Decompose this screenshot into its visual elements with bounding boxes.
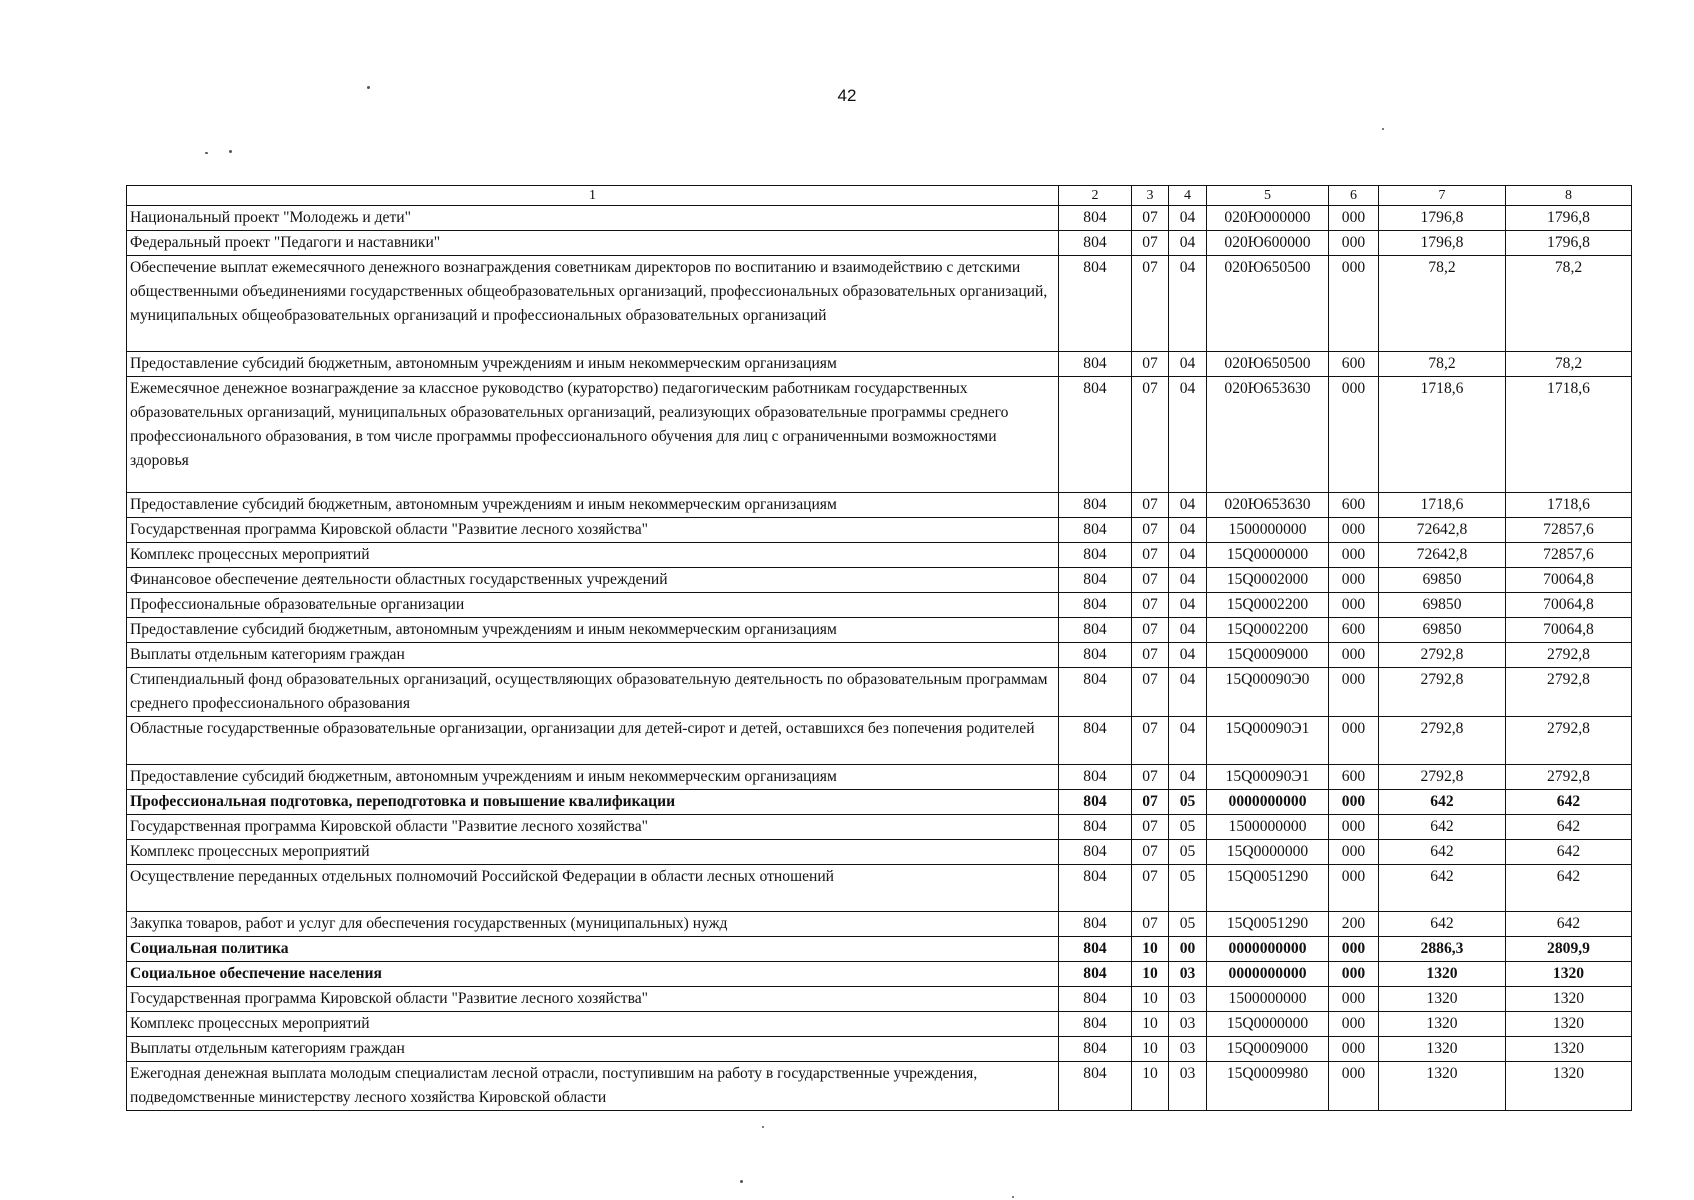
row-subsection: 04 (1169, 765, 1207, 790)
row-amount-col7: 78,2 (1379, 352, 1506, 377)
row-name: Социальная политика (127, 937, 1059, 962)
row-expense-type: 000 (1329, 790, 1379, 815)
table-row (127, 643, 1632, 668)
row-section: 07 (1132, 790, 1169, 815)
row-amount-col7: 69850 (1379, 593, 1506, 618)
table-row (127, 543, 1632, 568)
table-row (127, 568, 1632, 593)
row-subsection: 04 (1169, 593, 1207, 618)
row-amount-col8: 1320 (1506, 1037, 1632, 1062)
row-amount-col8: 2792,8 (1506, 765, 1632, 790)
row-amount-col8: 2792,8 (1506, 643, 1632, 668)
row-amount-col8: 642 (1506, 815, 1632, 840)
row-amount-col7: 1718,6 (1379, 493, 1506, 518)
row-ministry-code: 804 (1059, 765, 1132, 790)
row-amount-col7: 642 (1379, 865, 1506, 912)
row-amount-col7: 1718,6 (1379, 377, 1506, 493)
row-subsection: 05 (1169, 815, 1207, 840)
row-subsection: 05 (1169, 840, 1207, 865)
row-section: 07 (1132, 231, 1169, 256)
row-expense-type: 000 (1329, 865, 1379, 912)
table-row (127, 618, 1632, 643)
row-amount-col7: 78,2 (1379, 256, 1506, 352)
row-subsection: 04 (1169, 618, 1207, 643)
row-expense-type: 600 (1329, 493, 1379, 518)
table-row (127, 668, 1632, 717)
row-section: 07 (1132, 668, 1169, 717)
row-expense-type: 000 (1329, 593, 1379, 618)
row-expense-type: 000 (1329, 668, 1379, 717)
row-name: Профессиональная подготовка, переподготовка и повышение квалификации (127, 790, 1059, 815)
row-expense-type: 000 (1329, 1062, 1379, 1111)
row-name: Предоставление субсидий бюджетным, автономным учреждениям и иным некоммерческим организациям (127, 765, 1059, 790)
row-section: 07 (1132, 206, 1169, 231)
row-section: 07 (1132, 352, 1169, 377)
row-section: 07 (1132, 518, 1169, 543)
row-amount-col7: 642 (1379, 912, 1506, 937)
row-amount-col7: 2792,8 (1379, 765, 1506, 790)
column-header: 8 (1506, 186, 1632, 206)
row-amount-col7: 2792,8 (1379, 717, 1506, 765)
row-ministry-code: 804 (1059, 865, 1132, 912)
row-subsection: 05 (1169, 865, 1207, 912)
row-ministry-code: 804 (1059, 256, 1132, 352)
row-target-article: 020Ю653630 (1207, 493, 1329, 518)
table-row (127, 377, 1632, 493)
row-expense-type: 000 (1329, 840, 1379, 865)
row-amount-col8: 1320 (1506, 962, 1632, 987)
row-ministry-code: 804 (1059, 518, 1132, 543)
row-subsection: 04 (1169, 643, 1207, 668)
table-row (127, 593, 1632, 618)
row-amount-col7: 1320 (1379, 987, 1506, 1012)
row-subsection: 04 (1169, 518, 1207, 543)
row-amount-col8: 642 (1506, 840, 1632, 865)
column-header: 5 (1207, 186, 1329, 206)
row-subsection: 03 (1169, 1037, 1207, 1062)
row-expense-type: 000 (1329, 1012, 1379, 1037)
row-name: Ежегодная денежная выплата молодым специалистам лесной отрасли, поступившим на работу в государственные учреждения, подведомственные министерству лесного хозяйства Кировской области (127, 1062, 1059, 1111)
row-amount-col8: 642 (1506, 790, 1632, 815)
table-row (127, 962, 1632, 987)
row-section: 07 (1132, 493, 1169, 518)
row-amount-col8: 72857,6 (1506, 543, 1632, 568)
table-row (127, 1037, 1632, 1062)
row-amount-col7: 642 (1379, 790, 1506, 815)
row-target-article: 15Q0002000 (1207, 568, 1329, 593)
row-expense-type: 000 (1329, 1037, 1379, 1062)
row-name: Осуществление переданных отдельных полномочий Российской Федерации в области лесных отношений (127, 865, 1059, 912)
budget-table (126, 185, 1632, 1111)
row-subsection: 03 (1169, 1062, 1207, 1111)
table-row (127, 840, 1632, 865)
row-ministry-code: 804 (1059, 643, 1132, 668)
row-amount-col8: 2792,8 (1506, 668, 1632, 717)
row-amount-col8: 1320 (1506, 987, 1632, 1012)
column-header: 6 (1329, 186, 1379, 206)
row-ministry-code: 804 (1059, 352, 1132, 377)
table-row (127, 937, 1632, 962)
table-body (127, 206, 1632, 1111)
row-target-article: 15Q00090Э1 (1207, 765, 1329, 790)
table-header-row (127, 186, 1632, 206)
row-amount-col7: 1796,8 (1379, 206, 1506, 231)
row-name: Профессиональные образовательные организации (127, 593, 1059, 618)
row-ministry-code: 804 (1059, 937, 1132, 962)
row-subsection: 04 (1169, 543, 1207, 568)
row-subsection: 03 (1169, 1012, 1207, 1037)
row-ministry-code: 804 (1059, 1037, 1132, 1062)
scan-speck (740, 1180, 743, 1183)
row-target-article: 1500000000 (1207, 815, 1329, 840)
row-target-article: 1500000000 (1207, 987, 1329, 1012)
row-amount-col8: 70064,8 (1506, 568, 1632, 593)
row-amount-col7: 2886,3 (1379, 937, 1506, 962)
row-subsection: 04 (1169, 717, 1207, 765)
scan-speck (229, 150, 232, 153)
table-row (127, 717, 1632, 765)
row-ministry-code: 804 (1059, 912, 1132, 937)
table-row (127, 987, 1632, 1012)
row-expense-type: 000 (1329, 815, 1379, 840)
scan-speck (1382, 128, 1384, 130)
row-name: Выплаты отдельным категориям граждан (127, 1037, 1059, 1062)
row-name: Предоставление субсидий бюджетным, автономным учреждениям и иным некоммерческим организациям (127, 618, 1059, 643)
row-section: 07 (1132, 643, 1169, 668)
row-target-article: 15Q0000000 (1207, 840, 1329, 865)
row-amount-col8: 1718,6 (1506, 377, 1632, 493)
row-section: 07 (1132, 815, 1169, 840)
row-subsection: 04 (1169, 568, 1207, 593)
row-target-article: 15Q0002200 (1207, 593, 1329, 618)
row-expense-type: 000 (1329, 643, 1379, 668)
row-target-article: 0000000000 (1207, 962, 1329, 987)
table-row (127, 815, 1632, 840)
row-ministry-code: 804 (1059, 987, 1132, 1012)
row-ministry-code: 804 (1059, 377, 1132, 493)
row-name: Социальное обеспечение населения (127, 962, 1059, 987)
row-amount-col8: 1796,8 (1506, 206, 1632, 231)
row-expense-type: 000 (1329, 937, 1379, 962)
row-amount-col7: 2792,8 (1379, 668, 1506, 717)
row-ministry-code: 804 (1059, 206, 1132, 231)
row-target-article: 020Ю000000 (1207, 206, 1329, 231)
row-ministry-code: 804 (1059, 1062, 1132, 1111)
row-section: 10 (1132, 937, 1169, 962)
row-subsection: 04 (1169, 206, 1207, 231)
row-name: Предоставление субсидий бюджетным, автономным учреждениям и иным некоммерческим организациям (127, 493, 1059, 518)
table-row (127, 1062, 1632, 1111)
table-row (127, 765, 1632, 790)
scan-speck (1012, 1196, 1014, 1198)
row-target-article: 15Q0009000 (1207, 1037, 1329, 1062)
row-amount-col7: 642 (1379, 840, 1506, 865)
row-amount-col7: 69850 (1379, 618, 1506, 643)
row-amount-col7: 1320 (1379, 1012, 1506, 1037)
row-target-article: 15Q0051290 (1207, 912, 1329, 937)
column-header: 2 (1059, 186, 1132, 206)
row-section: 10 (1132, 1012, 1169, 1037)
row-amount-col8: 2809,9 (1506, 937, 1632, 962)
row-subsection: 04 (1169, 493, 1207, 518)
row-target-article: 020Ю653630 (1207, 377, 1329, 493)
table-row (127, 231, 1632, 256)
row-expense-type: 600 (1329, 352, 1379, 377)
row-section: 07 (1132, 865, 1169, 912)
row-ministry-code: 804 (1059, 790, 1132, 815)
row-section: 10 (1132, 1062, 1169, 1111)
row-expense-type: 600 (1329, 618, 1379, 643)
row-name: Комплекс процессных мероприятий (127, 840, 1059, 865)
row-subsection: 05 (1169, 790, 1207, 815)
row-expense-type: 000 (1329, 543, 1379, 568)
row-name: Областные государственные образовательные организации, организации для детей-сирот и детей, оставшихся без попечения родителей (127, 717, 1059, 765)
row-section: 07 (1132, 256, 1169, 352)
row-ministry-code: 804 (1059, 593, 1132, 618)
table-row (127, 493, 1632, 518)
row-subsection: 04 (1169, 256, 1207, 352)
row-ministry-code: 804 (1059, 493, 1132, 518)
row-amount-col8: 70064,8 (1506, 618, 1632, 643)
row-name: Финансовое обеспечение деятельности областных государственных учреждений (127, 568, 1059, 593)
row-target-article: 1500000000 (1207, 518, 1329, 543)
row-target-article: 020Ю650500 (1207, 256, 1329, 352)
scan-speck (762, 1126, 764, 1128)
row-name: Государственная программа Кировской области "Развитие лесного хозяйства" (127, 518, 1059, 543)
row-target-article: 15Q00090Э1 (1207, 717, 1329, 765)
row-section: 07 (1132, 377, 1169, 493)
row-amount-col7: 642 (1379, 815, 1506, 840)
row-subsection: 04 (1169, 668, 1207, 717)
row-target-article: 15Q00090Э0 (1207, 668, 1329, 717)
row-ministry-code: 804 (1059, 568, 1132, 593)
row-expense-type: 000 (1329, 987, 1379, 1012)
row-section: 10 (1132, 1037, 1169, 1062)
row-subsection: 04 (1169, 377, 1207, 493)
row-ministry-code: 804 (1059, 815, 1132, 840)
row-amount-col8: 72857,6 (1506, 518, 1632, 543)
table-row (127, 912, 1632, 937)
row-name: Закупка товаров, работ и услуг для обеспечения государственных (муниципальных) нужд (127, 912, 1059, 937)
row-section: 07 (1132, 543, 1169, 568)
row-expense-type: 000 (1329, 962, 1379, 987)
row-target-article: 020Ю600000 (1207, 231, 1329, 256)
row-name: Национальный проект "Молодежь и дети" (127, 206, 1059, 231)
row-expense-type: 000 (1329, 377, 1379, 493)
row-subsection: 05 (1169, 912, 1207, 937)
row-expense-type: 600 (1329, 765, 1379, 790)
row-amount-col8: 2792,8 (1506, 717, 1632, 765)
row-section: 10 (1132, 987, 1169, 1012)
row-amount-col7: 72642,8 (1379, 518, 1506, 543)
row-subsection: 00 (1169, 937, 1207, 962)
row-amount-col7: 2792,8 (1379, 643, 1506, 668)
row-amount-col7: 72642,8 (1379, 543, 1506, 568)
row-amount-col8: 70064,8 (1506, 593, 1632, 618)
row-ministry-code: 804 (1059, 962, 1132, 987)
row-name: Государственная программа Кировской области "Развитие лесного хозяйства" (127, 987, 1059, 1012)
row-amount-col7: 1320 (1379, 1037, 1506, 1062)
row-ministry-code: 804 (1059, 1012, 1132, 1037)
row-ministry-code: 804 (1059, 668, 1132, 717)
table-row (127, 1012, 1632, 1037)
row-subsection: 03 (1169, 987, 1207, 1012)
row-expense-type: 000 (1329, 256, 1379, 352)
row-name: Выплаты отдельным категориям граждан (127, 643, 1059, 668)
row-amount-col8: 1718,6 (1506, 493, 1632, 518)
row-expense-type: 000 (1329, 231, 1379, 256)
row-amount-col8: 78,2 (1506, 256, 1632, 352)
row-section: 07 (1132, 912, 1169, 937)
scan-speck (205, 152, 208, 154)
row-target-article: 15Q0000000 (1207, 543, 1329, 568)
row-subsection: 04 (1169, 231, 1207, 256)
row-section: 07 (1132, 765, 1169, 790)
row-ministry-code: 804 (1059, 618, 1132, 643)
row-target-article: 15Q0000000 (1207, 1012, 1329, 1037)
row-target-article: 020Ю650500 (1207, 352, 1329, 377)
row-target-article: 0000000000 (1207, 790, 1329, 815)
column-header: 4 (1169, 186, 1207, 206)
row-amount-col8: 1320 (1506, 1062, 1632, 1111)
row-amount-col8: 1320 (1506, 1012, 1632, 1037)
table-row (127, 206, 1632, 231)
row-name: Комплекс процессных мероприятий (127, 1012, 1059, 1037)
row-target-article: 15Q0009980 (1207, 1062, 1329, 1111)
column-header: 7 (1379, 186, 1506, 206)
row-ministry-code: 804 (1059, 840, 1132, 865)
row-section: 07 (1132, 618, 1169, 643)
row-section: 07 (1132, 840, 1169, 865)
row-subsection: 03 (1169, 962, 1207, 987)
column-header: 3 (1132, 186, 1169, 206)
row-name: Ежемесячное денежное вознаграждение за классное руководство (кураторство) педагогическим работникам государственных образовательных организаций, муниципальных образовательных организаций, реализующих образовательные программы среднего профессионального образования, в том числе программы профессионального обучения для лиц с ограниченными возможностями здоровья (127, 377, 1059, 493)
row-section: 07 (1132, 593, 1169, 618)
row-amount-col7: 1320 (1379, 1062, 1506, 1111)
row-ministry-code: 804 (1059, 543, 1132, 568)
row-name: Федеральный проект "Педагоги и наставники" (127, 231, 1059, 256)
row-amount-col8: 642 (1506, 865, 1632, 912)
column-header: 1 (127, 186, 1059, 206)
row-amount-col7: 69850 (1379, 568, 1506, 593)
row-section: 10 (1132, 962, 1169, 987)
row-amount-col7: 1796,8 (1379, 231, 1506, 256)
table-row (127, 790, 1632, 815)
row-expense-type: 000 (1329, 568, 1379, 593)
table-row (127, 518, 1632, 543)
row-target-article: 15Q0002200 (1207, 618, 1329, 643)
row-amount-col8: 1796,8 (1506, 231, 1632, 256)
row-name: Государственная программа Кировской области "Развитие лесного хозяйства" (127, 815, 1059, 840)
row-expense-type: 000 (1329, 206, 1379, 231)
row-target-article: 0000000000 (1207, 937, 1329, 962)
row-ministry-code: 804 (1059, 231, 1132, 256)
row-amount-col7: 1320 (1379, 962, 1506, 987)
table-row (127, 256, 1632, 352)
row-name: Стипендиальный фонд образовательных организаций, осуществляющих образовательную деятельность по образовательным программам среднего профессионального образования (127, 668, 1059, 717)
table-row (127, 865, 1632, 912)
row-target-article: 15Q0009000 (1207, 643, 1329, 668)
row-expense-type: 000 (1329, 518, 1379, 543)
row-name: Комплекс процессных мероприятий (127, 543, 1059, 568)
row-name: Предоставление субсидий бюджетным, автономным учреждениям и иным некоммерческим организациям (127, 352, 1059, 377)
row-ministry-code: 804 (1059, 717, 1132, 765)
row-name: Обеспечение выплат ежемесячного денежного вознаграждения советникам директоров по воспитанию и взаимодействию с детскими общественными объединениями государственных общеобразовательных организаций, профессиональных образовательных организаций, муниципальных общеобразовательных организаций и профессиональных образовательных организаций (127, 256, 1059, 352)
row-section: 07 (1132, 568, 1169, 593)
scan-speck (367, 86, 370, 89)
row-expense-type: 000 (1329, 717, 1379, 765)
table-row (127, 352, 1632, 377)
row-amount-col8: 78,2 (1506, 352, 1632, 377)
row-target-article: 15Q0051290 (1207, 865, 1329, 912)
page-number: 42 (837, 86, 857, 105)
row-subsection: 04 (1169, 352, 1207, 377)
row-section: 07 (1132, 717, 1169, 765)
row-expense-type: 200 (1329, 912, 1379, 937)
row-amount-col8: 642 (1506, 912, 1632, 937)
